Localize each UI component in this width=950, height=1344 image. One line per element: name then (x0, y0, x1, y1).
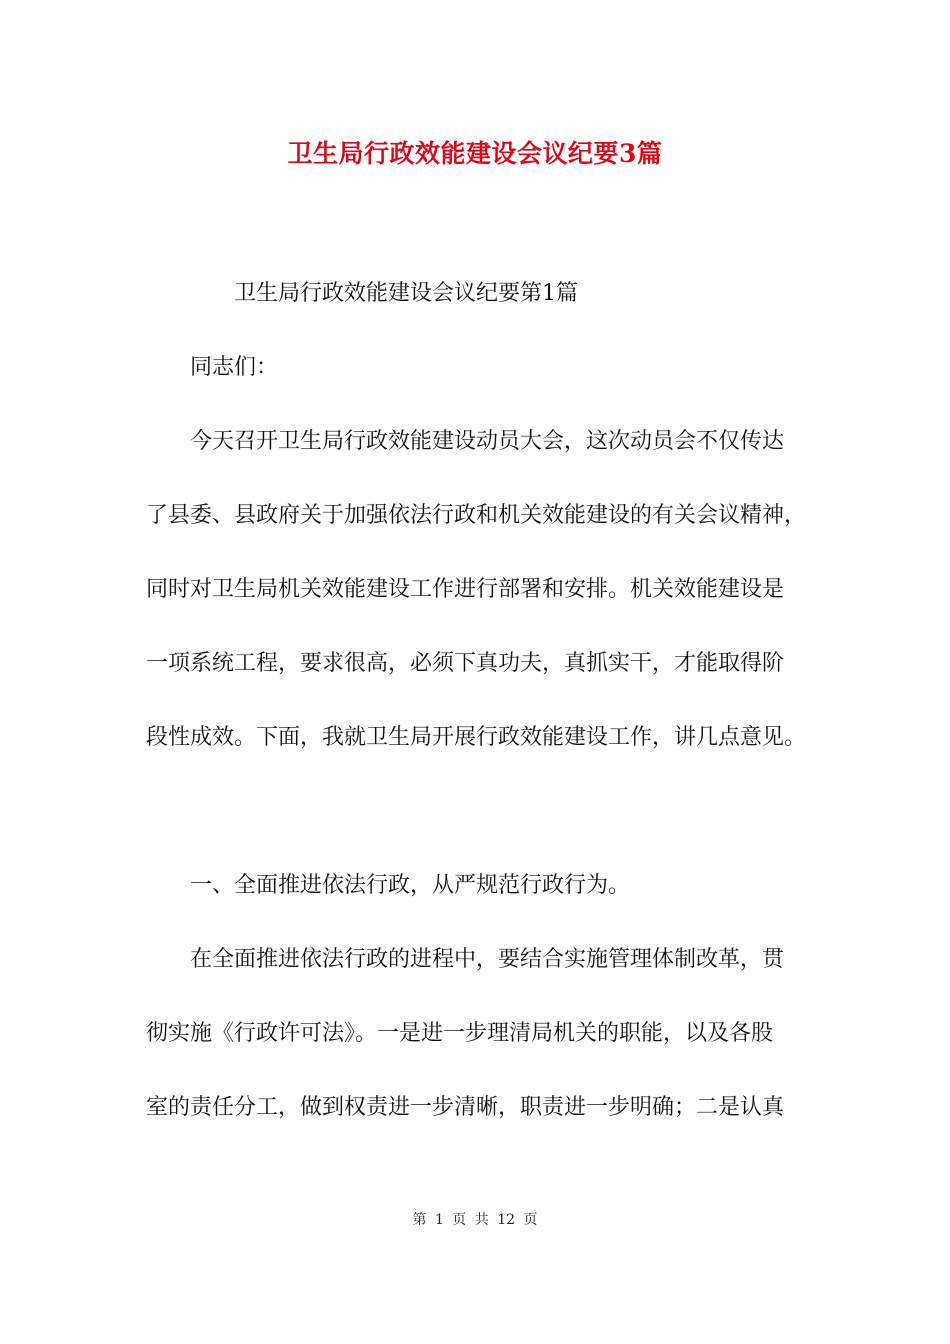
paragraph-line: 同时对卫生局机关效能建设工作进行部署和安排。机关效能建设是 (146, 577, 785, 602)
paragraph-line: 室的责任分工，做到权责进一步清晰，职责进一步明确；二是认真 (146, 1095, 785, 1120)
document-title: 卫生局行政效能建设会议纪要3篇 (287, 139, 663, 168)
paragraph-line: 了县委、县政府关于加强依法行政和机关效能建设的有关会议精神， (146, 503, 807, 528)
paragraph-line: 彻实施《行政许可法》。一是进一步理清局机关的职能，以及各股 (146, 1021, 774, 1046)
paragraph-line: 一项系统工程，要求很高，必须下真功夫，真抓实干，才能取得阶 (146, 651, 785, 676)
point-one-heading: 一、全面推进依法行政，从严规范行政行为。 (190, 873, 631, 898)
salutation: 同志们： (190, 355, 279, 380)
paragraph-line: 今天召开卫生局行政效能建设动员大会，这次动员会不仅传达 (190, 429, 785, 454)
section-heading: 卫生局行政效能建设会议纪要第1篇 (234, 281, 578, 306)
page-number-footer: 第 1 页 共 12 页 (412, 1212, 538, 1228)
paragraph-line: 段性成效。下面，我就卫生局开展行政效能建设工作，讲几点意见。 (146, 725, 807, 750)
paragraph-line: 在全面推进依法行政的进程中，要结合实施管理体制改革，贯 (190, 947, 785, 972)
